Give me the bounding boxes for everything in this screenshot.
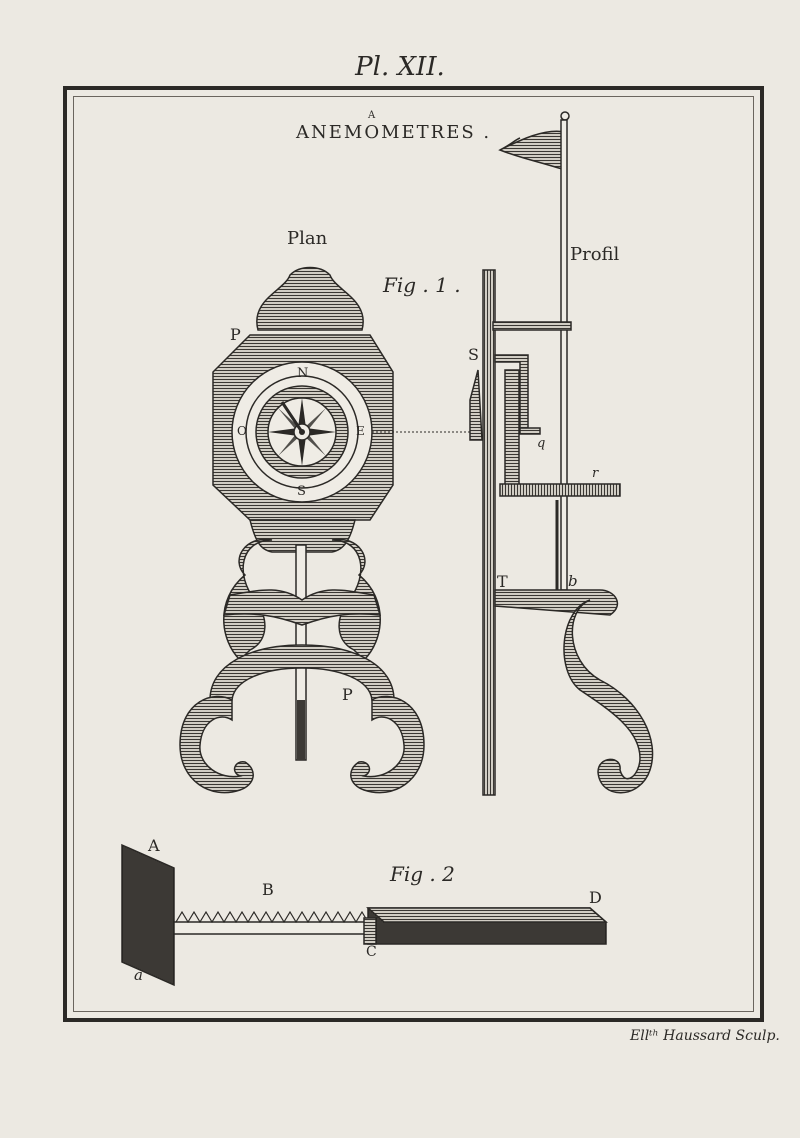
spring-B xyxy=(176,912,368,922)
label-P-top: P xyxy=(230,325,241,344)
vertical-rack xyxy=(505,370,519,490)
dial-plate xyxy=(470,370,482,440)
profile-board xyxy=(483,270,495,795)
compass-label-E: E xyxy=(356,424,365,438)
vane-shaft xyxy=(561,120,567,590)
label-A: A xyxy=(148,836,160,855)
plan-view xyxy=(180,268,470,793)
fig1-label: Fig . 1 . xyxy=(383,273,461,297)
plate-number: Pl. XII. xyxy=(355,52,445,82)
pinion-q xyxy=(520,428,540,434)
plan-left-foot xyxy=(180,696,253,792)
label-a: a xyxy=(134,966,143,984)
pressure-plate-A xyxy=(122,845,174,985)
fig2-label: Fig . 2 xyxy=(390,862,455,886)
profile-scroll-foot xyxy=(564,600,653,793)
plan-view-label: Plan xyxy=(287,228,328,249)
title-accent: A xyxy=(368,110,376,121)
label-r: r xyxy=(592,466,599,481)
label-B: B xyxy=(262,880,274,899)
slider-C xyxy=(364,918,376,944)
label-C: C xyxy=(366,944,377,960)
profile-view-label: Profil xyxy=(570,244,620,265)
profile-view xyxy=(470,112,653,795)
fig2-apparatus xyxy=(122,845,606,985)
compass-label-S: S xyxy=(297,484,306,499)
engraver-signature: Ellᵗʰ Haussard Sculp. xyxy=(630,1028,780,1044)
plate-title: ANEMOMETRES . xyxy=(296,122,492,143)
label-P-bottom: P xyxy=(342,685,353,704)
compass-label-O: O xyxy=(237,424,247,438)
label-D: D xyxy=(589,888,602,907)
plan-right-foot xyxy=(351,696,424,792)
label-q: q xyxy=(537,436,546,451)
wind-vane-flag xyxy=(500,131,565,170)
label-S-left: S xyxy=(468,345,479,364)
plan-crest xyxy=(257,268,363,331)
vane-finial xyxy=(561,112,569,120)
label-b: b xyxy=(568,572,578,590)
label-T: T xyxy=(497,572,508,591)
profile-top-bracket xyxy=(493,322,571,330)
rod xyxy=(174,922,374,934)
profile-base-bracket xyxy=(495,590,617,615)
compass-label-N: N xyxy=(297,366,309,381)
toothed-wheel-r xyxy=(500,484,620,496)
